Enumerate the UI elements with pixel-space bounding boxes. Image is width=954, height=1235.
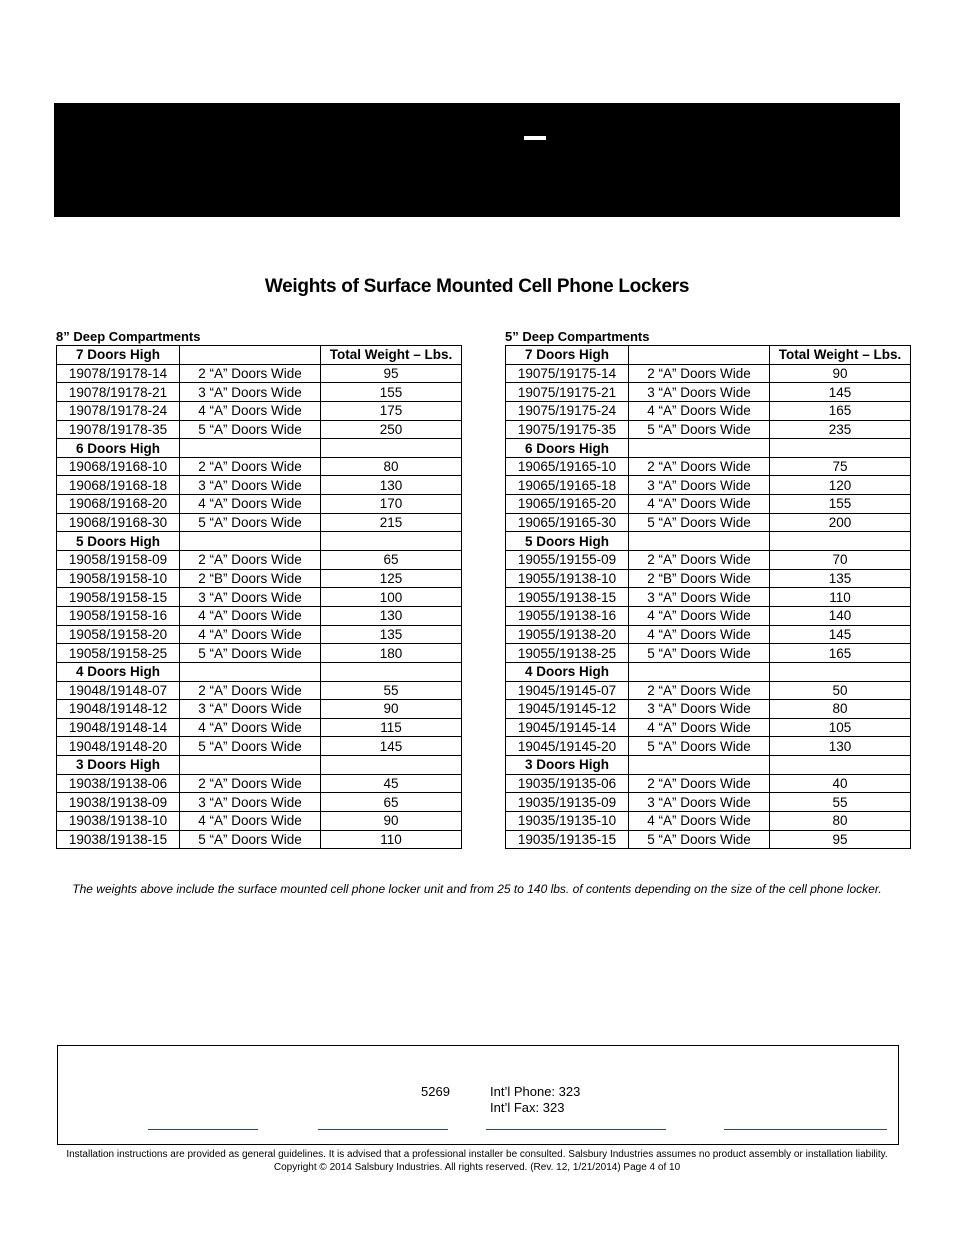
table-row bbox=[506, 401, 911, 420]
table-row bbox=[57, 793, 462, 812]
intl-fax: Int’l Fax: 323 bbox=[490, 1100, 565, 1115]
disclaimer-text: Installation instructions are provided as general guidelines. It is advised that a professional installer be consulted. Salsbury Industries assumes no product assembly or installation liability. bbox=[66, 1149, 888, 1160]
table-row bbox=[506, 569, 911, 588]
page-title: Weights of Surface Mounted Cell Phone Lockers bbox=[264, 276, 690, 297]
model-number: 19055/19138-16 bbox=[506, 606, 629, 625]
model-number: 19075/19175-24 bbox=[506, 401, 629, 420]
total-weight: 65 bbox=[321, 793, 462, 812]
door-config: 2 “A” Doors Wide bbox=[180, 774, 321, 793]
door-config: 3 “A” Doors Wide bbox=[180, 383, 321, 402]
table-row bbox=[57, 476, 462, 495]
empty-cell bbox=[629, 439, 770, 458]
door-config: 3 “A” Doors Wide bbox=[180, 793, 321, 812]
total-weight: 95 bbox=[321, 364, 462, 383]
group-label: 3 Doors High bbox=[57, 756, 180, 775]
model-number: 19075/19175-14 bbox=[506, 364, 629, 383]
door-config: 4 “A” Doors Wide bbox=[180, 718, 321, 737]
empty-cell bbox=[770, 532, 911, 551]
model-number: 19055/19138-15 bbox=[506, 588, 629, 607]
door-config: 5 “A” Doors Wide bbox=[629, 737, 770, 756]
door-config: 5 “A” Doors Wide bbox=[180, 737, 321, 756]
model-number: 19058/19158-25 bbox=[57, 644, 180, 663]
door-config: 4 “A” Doors Wide bbox=[629, 495, 770, 514]
table-row bbox=[506, 551, 911, 570]
table-row bbox=[57, 812, 462, 831]
model-number: 19035/19135-09 bbox=[506, 793, 629, 812]
door-config: 4 “A” Doors Wide bbox=[180, 401, 321, 420]
door-config: 3 “A” Doors Wide bbox=[629, 476, 770, 495]
copyright-text: Copyright © 2014 Salsbury Industries. All rights reserved. (Rev. 12, 1/21/2014) Page 4 of 10 bbox=[273, 1162, 681, 1173]
total-weight: 45 bbox=[321, 774, 462, 793]
table-row bbox=[506, 457, 911, 476]
model-number: 19048/19148-20 bbox=[57, 737, 180, 756]
model-number: 19038/19138-15 bbox=[57, 830, 180, 849]
total-weight: 135 bbox=[770, 569, 911, 588]
empty-cell bbox=[180, 439, 321, 458]
group-header-row bbox=[57, 756, 462, 775]
door-config: 2 “A” Doors Wide bbox=[629, 364, 770, 383]
weight-column-header: Total Weight – Lbs. bbox=[321, 346, 462, 365]
table-row bbox=[506, 793, 911, 812]
model-number: 19065/19165-10 bbox=[506, 457, 629, 476]
total-weight: 145 bbox=[770, 625, 911, 644]
table-row bbox=[57, 420, 462, 439]
model-number: 19078/19178-14 bbox=[57, 364, 180, 383]
group-label: 5 Doors High bbox=[57, 532, 180, 551]
door-config: 5 “A” Doors Wide bbox=[180, 830, 321, 849]
door-config: 3 “A” Doors Wide bbox=[629, 793, 770, 812]
table-row bbox=[57, 644, 462, 663]
total-weight: 50 bbox=[770, 681, 911, 700]
door-config: 5 “A” Doors Wide bbox=[629, 644, 770, 663]
table-row bbox=[506, 476, 911, 495]
total-weight: 90 bbox=[770, 364, 911, 383]
total-weight: 70 bbox=[770, 551, 911, 570]
total-weight: 130 bbox=[770, 737, 911, 756]
table-row bbox=[506, 737, 911, 756]
total-weight: 80 bbox=[321, 457, 462, 476]
link-underline-4[interactable] bbox=[724, 1129, 887, 1130]
door-config: 2 “A” Doors Wide bbox=[180, 457, 321, 476]
model-number: 19065/19165-18 bbox=[506, 476, 629, 495]
model-number: 19065/19165-30 bbox=[506, 513, 629, 532]
door-config: 4 “A” Doors Wide bbox=[180, 606, 321, 625]
empty-cell bbox=[180, 346, 321, 365]
total-weight: 130 bbox=[321, 606, 462, 625]
model-number: 19055/19138-25 bbox=[506, 644, 629, 663]
model-number: 19048/19148-14 bbox=[57, 718, 180, 737]
door-config: 2 “A” Doors Wide bbox=[180, 551, 321, 570]
group-header-row bbox=[57, 346, 462, 365]
table-row bbox=[506, 718, 911, 737]
door-config: 4 “A” Doors Wide bbox=[629, 625, 770, 644]
door-config: 3 “A” Doors Wide bbox=[180, 476, 321, 495]
model-number: 19075/19175-35 bbox=[506, 420, 629, 439]
total-weight: 215 bbox=[321, 513, 462, 532]
table-row bbox=[57, 551, 462, 570]
table-row bbox=[57, 457, 462, 476]
empty-cell bbox=[180, 532, 321, 551]
model-number: 19038/19138-10 bbox=[57, 812, 180, 831]
door-config: 5 “A” Doors Wide bbox=[180, 420, 321, 439]
model-number: 19065/19165-20 bbox=[506, 495, 629, 514]
table-row bbox=[57, 774, 462, 793]
group-label: 3 Doors High bbox=[506, 756, 629, 775]
model-number: 19058/19158-10 bbox=[57, 569, 180, 588]
table-row bbox=[57, 383, 462, 402]
door-config: 2 “A” Doors Wide bbox=[180, 364, 321, 383]
table-row bbox=[57, 718, 462, 737]
door-config: 3 “A” Doors Wide bbox=[180, 700, 321, 719]
total-weight: 120 bbox=[770, 476, 911, 495]
zip-code: 5269 bbox=[421, 1084, 450, 1099]
table-row bbox=[57, 569, 462, 588]
table-block-8in bbox=[56, 328, 461, 849]
group-header-row bbox=[506, 346, 911, 365]
total-weight: 140 bbox=[770, 606, 911, 625]
table-row bbox=[506, 606, 911, 625]
total-weight: 105 bbox=[770, 718, 911, 737]
model-number: 19068/19168-20 bbox=[57, 495, 180, 514]
total-weight: 90 bbox=[321, 812, 462, 831]
model-number: 19078/19178-35 bbox=[57, 420, 180, 439]
table-row bbox=[57, 830, 462, 849]
door-config: 2 “B” Doors Wide bbox=[629, 569, 770, 588]
table-row bbox=[57, 401, 462, 420]
door-config: 3 “A” Doors Wide bbox=[629, 383, 770, 402]
empty-cell bbox=[629, 756, 770, 775]
table-row bbox=[506, 644, 911, 663]
table-row bbox=[506, 420, 911, 439]
total-weight: 80 bbox=[770, 812, 911, 831]
total-weight: 180 bbox=[321, 644, 462, 663]
group-header-row bbox=[506, 439, 911, 458]
group-header-row bbox=[57, 532, 462, 551]
total-weight: 80 bbox=[770, 700, 911, 719]
table-row bbox=[506, 681, 911, 700]
table-row bbox=[57, 700, 462, 719]
table-row bbox=[57, 737, 462, 756]
total-weight: 65 bbox=[321, 551, 462, 570]
model-number: 19075/19175-21 bbox=[506, 383, 629, 402]
group-label: 7 Doors High bbox=[57, 346, 180, 365]
weights-table-5in bbox=[505, 345, 911, 849]
contact-box bbox=[57, 1045, 899, 1145]
door-config: 4 “A” Doors Wide bbox=[629, 718, 770, 737]
empty-cell bbox=[321, 662, 462, 681]
table-row bbox=[506, 383, 911, 402]
door-config: 3 “A” Doors Wide bbox=[629, 700, 770, 719]
total-weight: 75 bbox=[770, 457, 911, 476]
group-header-row bbox=[506, 532, 911, 551]
model-number: 19048/19148-12 bbox=[57, 700, 180, 719]
total-weight: 175 bbox=[321, 401, 462, 420]
total-weight: 155 bbox=[770, 495, 911, 514]
total-weight: 145 bbox=[321, 737, 462, 756]
model-number: 19035/19135-10 bbox=[506, 812, 629, 831]
link-underline-2[interactable] bbox=[318, 1129, 448, 1130]
total-weight: 200 bbox=[770, 513, 911, 532]
model-number: 19045/19145-14 bbox=[506, 718, 629, 737]
total-weight: 95 bbox=[770, 830, 911, 849]
door-config: 5 “A” Doors Wide bbox=[629, 830, 770, 849]
total-weight: 100 bbox=[321, 588, 462, 607]
door-config: 2 “A” Doors Wide bbox=[180, 681, 321, 700]
model-number: 19068/19168-18 bbox=[57, 476, 180, 495]
table-block-5in bbox=[505, 328, 910, 849]
model-number: 19058/19158-16 bbox=[57, 606, 180, 625]
table-row bbox=[506, 700, 911, 719]
header-banner bbox=[54, 103, 900, 217]
model-number: 19078/19178-24 bbox=[57, 401, 180, 420]
model-number: 19035/19135-06 bbox=[506, 774, 629, 793]
intl-phone: Int’l Phone: 323 bbox=[490, 1084, 581, 1099]
group-label: 7 Doors High bbox=[506, 346, 629, 365]
door-config: 2 “A” Doors Wide bbox=[629, 681, 770, 700]
weight-column-header: Total Weight – Lbs. bbox=[770, 346, 911, 365]
door-config: 5 “A” Doors Wide bbox=[629, 513, 770, 532]
empty-cell bbox=[629, 532, 770, 551]
table-row bbox=[57, 606, 462, 625]
door-config: 2 “A” Doors Wide bbox=[629, 774, 770, 793]
door-config: 3 “A” Doors Wide bbox=[180, 588, 321, 607]
model-number: 19068/19168-30 bbox=[57, 513, 180, 532]
group-header-row bbox=[506, 662, 911, 681]
model-number: 19045/19145-07 bbox=[506, 681, 629, 700]
empty-cell bbox=[321, 532, 462, 551]
total-weight: 40 bbox=[770, 774, 911, 793]
door-config: 4 “A” Doors Wide bbox=[629, 812, 770, 831]
door-config: 5 “A” Doors Wide bbox=[180, 513, 321, 532]
table-caption: 5” Deep Compartments bbox=[505, 329, 650, 344]
group-header-row bbox=[506, 756, 911, 775]
model-number: 19055/19138-10 bbox=[506, 569, 629, 588]
link-underline-3[interactable] bbox=[486, 1129, 666, 1130]
weights-table-8in bbox=[56, 345, 462, 849]
empty-cell bbox=[770, 439, 911, 458]
link-underline-1[interactable] bbox=[148, 1129, 258, 1130]
empty-cell bbox=[180, 756, 321, 775]
table-row bbox=[506, 588, 911, 607]
group-label: 5 Doors High bbox=[506, 532, 629, 551]
total-weight: 90 bbox=[321, 700, 462, 719]
model-number: 19048/19148-07 bbox=[57, 681, 180, 700]
total-weight: 125 bbox=[321, 569, 462, 588]
model-number: 19055/19138-20 bbox=[506, 625, 629, 644]
door-config: 5 “A” Doors Wide bbox=[180, 644, 321, 663]
model-number: 19045/19145-20 bbox=[506, 737, 629, 756]
empty-cell bbox=[629, 346, 770, 365]
table-row bbox=[506, 812, 911, 831]
model-number: 19078/19178-21 bbox=[57, 383, 180, 402]
empty-cell bbox=[180, 662, 321, 681]
model-number: 19038/19138-09 bbox=[57, 793, 180, 812]
table-row bbox=[506, 513, 911, 532]
table-row bbox=[57, 625, 462, 644]
total-weight: 115 bbox=[321, 718, 462, 737]
model-number: 19058/19158-15 bbox=[57, 588, 180, 607]
group-label: 6 Doors High bbox=[57, 439, 180, 458]
total-weight: 170 bbox=[321, 495, 462, 514]
table-row bbox=[506, 830, 911, 849]
total-weight: 135 bbox=[321, 625, 462, 644]
door-config: 2 “A” Doors Wide bbox=[629, 457, 770, 476]
table-row bbox=[506, 774, 911, 793]
door-config: 4 “A” Doors Wide bbox=[629, 401, 770, 420]
total-weight: 110 bbox=[770, 588, 911, 607]
total-weight: 55 bbox=[770, 793, 911, 812]
page-footer bbox=[0, 1148, 954, 1174]
total-weight: 110 bbox=[321, 830, 462, 849]
table-row bbox=[506, 495, 911, 514]
door-config: 5 “A” Doors Wide bbox=[629, 420, 770, 439]
table-row bbox=[57, 588, 462, 607]
door-config: 3 “A” Doors Wide bbox=[629, 588, 770, 607]
model-number: 19038/19138-06 bbox=[57, 774, 180, 793]
door-config: 4 “A” Doors Wide bbox=[180, 812, 321, 831]
empty-cell bbox=[770, 662, 911, 681]
group-header-row bbox=[57, 439, 462, 458]
total-weight: 235 bbox=[770, 420, 911, 439]
door-config: 2 “B” Doors Wide bbox=[180, 569, 321, 588]
model-number: 19035/19135-15 bbox=[506, 830, 629, 849]
total-weight: 145 bbox=[770, 383, 911, 402]
table-row bbox=[506, 364, 911, 383]
total-weight: 155 bbox=[321, 383, 462, 402]
model-number: 19058/19158-09 bbox=[57, 551, 180, 570]
table-row bbox=[57, 495, 462, 514]
group-label: 4 Doors High bbox=[57, 662, 180, 681]
model-number: 19055/19155-09 bbox=[506, 551, 629, 570]
door-config: 4 “A” Doors Wide bbox=[180, 495, 321, 514]
group-label: 6 Doors High bbox=[506, 439, 629, 458]
table-row bbox=[57, 513, 462, 532]
model-number: 19058/19158-20 bbox=[57, 625, 180, 644]
door-config: 2 “A” Doors Wide bbox=[629, 551, 770, 570]
total-weight: 165 bbox=[770, 401, 911, 420]
header-dash bbox=[524, 136, 546, 140]
empty-cell bbox=[321, 439, 462, 458]
empty-cell bbox=[321, 756, 462, 775]
empty-cell bbox=[629, 662, 770, 681]
table-row bbox=[57, 364, 462, 383]
total-weight: 55 bbox=[321, 681, 462, 700]
total-weight: 130 bbox=[321, 476, 462, 495]
total-weight: 250 bbox=[321, 420, 462, 439]
empty-cell bbox=[770, 756, 911, 775]
weights-note: The weights above include the surface mounted cell phone locker unit and from 25 to 140 lbs. of contents depending on the size of the cell phone locker. bbox=[72, 882, 882, 896]
model-number: 19068/19168-10 bbox=[57, 457, 180, 476]
group-label: 4 Doors High bbox=[506, 662, 629, 681]
door-config: 4 “A” Doors Wide bbox=[629, 606, 770, 625]
group-header-row bbox=[57, 662, 462, 681]
model-number: 19045/19145-12 bbox=[506, 700, 629, 719]
table-row bbox=[57, 681, 462, 700]
table-row bbox=[506, 625, 911, 644]
total-weight: 165 bbox=[770, 644, 911, 663]
table-caption: 8” Deep Compartments bbox=[56, 329, 201, 344]
door-config: 4 “A” Doors Wide bbox=[180, 625, 321, 644]
